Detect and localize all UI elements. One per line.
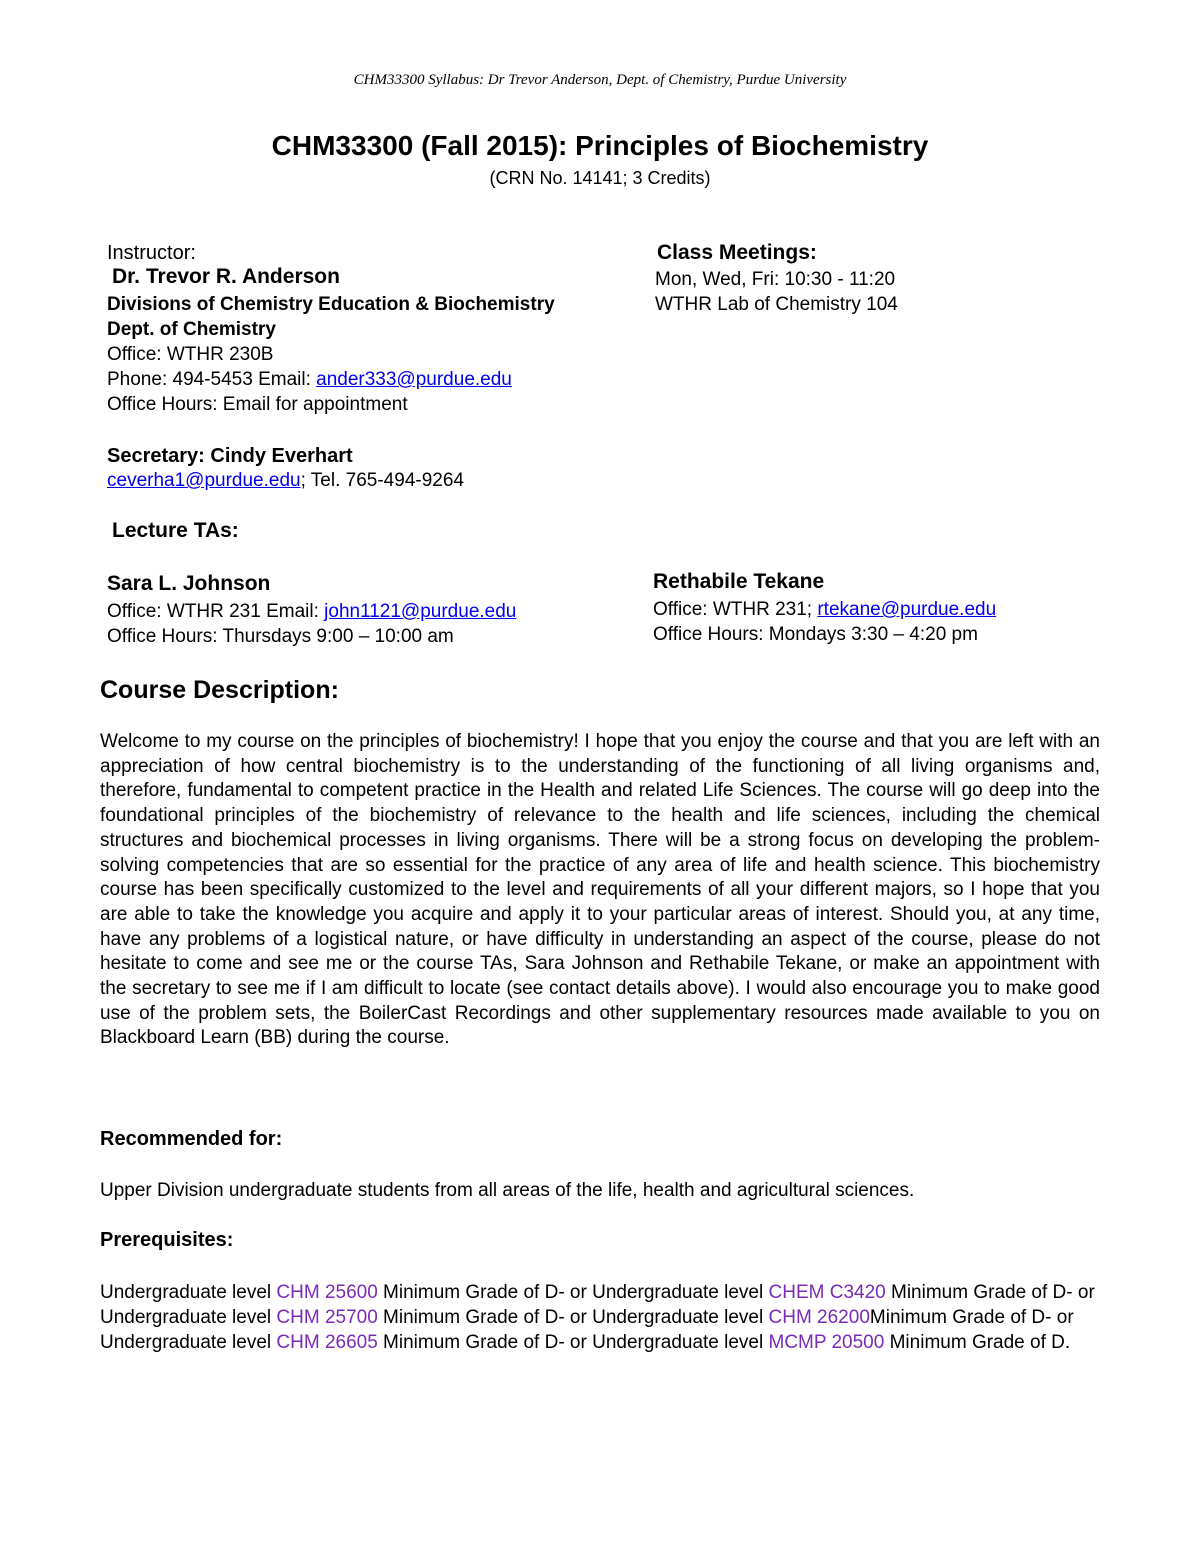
secretary-contact bbox=[107, 468, 464, 493]
prereq-course-chm26605[interactable]: CHM 26605 bbox=[276, 1332, 378, 1353]
running-header: CHM33300 Syllabus: Dr Trevor Anderson, Dept. of Chemistry, Purdue University bbox=[353, 72, 847, 88]
instructor-dept: Dept. of Chemistry bbox=[107, 319, 276, 340]
instructor-office: Office: WTHR 230B bbox=[107, 344, 274, 365]
ta2-office-text: Office: WTHR 231; bbox=[653, 599, 818, 620]
instructor-heading: Instructor: bbox=[107, 242, 196, 264]
ta1-office-text: Office: WTHR 231 Email: bbox=[107, 601, 325, 622]
document-title: CHM33300 (Fall 2015): Principles of Biochemistry bbox=[271, 130, 929, 161]
prereq-text-3: Minimum Grade of D- or Undergraduate level bbox=[100, 1282, 1095, 1328]
instructor-division: Divisions of Chemistry Education & Biochemistry bbox=[107, 294, 555, 315]
prereq-text-5: Minimum Grade of D- or Undergraduate level bbox=[100, 1307, 1074, 1353]
class-meetings-times: Mon, Wed, Fri: 10:30 - 11:20 bbox=[655, 269, 896, 290]
lecture-tas-heading: Lecture TAs: bbox=[112, 519, 239, 542]
secretary-email-link[interactable]: ceverha1@purdue.edu bbox=[107, 470, 301, 491]
ta2-name: Rethabile Tekane bbox=[653, 570, 825, 593]
document-subtitle: (CRN No. 14141; 3 Credits) bbox=[489, 168, 711, 188]
prereq-course-chm26200[interactable]: CHM 26200 bbox=[768, 1307, 870, 1328]
class-meetings-location: WTHR Lab of Chemistry 104 bbox=[655, 294, 898, 315]
ta2-hours: Office Hours: Mondays 3:30 – 4:20 pm bbox=[653, 624, 978, 645]
secretary-tel: ; Tel. 765-494-9264 bbox=[300, 470, 464, 491]
course-description-heading: Course Description: bbox=[100, 676, 339, 704]
prereq-course-chm25700[interactable]: CHM 25700 bbox=[276, 1307, 378, 1328]
prereq-course-mcmp20500[interactable]: MCMP 20500 bbox=[768, 1332, 885, 1353]
instructor-phone: Phone: 494-5453 Email: bbox=[107, 369, 317, 390]
prereq-course-chm25600[interactable]: CHM 25600 bbox=[276, 1282, 378, 1303]
prereq-text-1: Undergraduate level bbox=[100, 1282, 277, 1303]
recommended-heading: Recommended for: bbox=[100, 1128, 283, 1150]
prerequisites-heading: Prerequisites: bbox=[100, 1229, 234, 1251]
prereq-text-2: Minimum Grade of D- or Undergraduate level bbox=[377, 1282, 769, 1303]
secretary-heading: Secretary: bbox=[107, 445, 205, 467]
secretary-name: Cindy Everhart bbox=[204, 445, 353, 467]
recommended-text: Upper Division undergraduate students from all areas of the life, health and agricultural sciences. bbox=[100, 1180, 915, 1201]
ta1-email-link[interactable]: john1121@purdue.edu bbox=[324, 601, 517, 622]
instructor-hours: Office Hours: Email for appointment bbox=[107, 394, 408, 415]
course-description-text: Welcome to my course on the principles of biochemistry! I hope that you enjoy the course and that you are left with an appreciation of how central biochemistry is to the understanding of the functioning of all living organisms and, therefore, fundamental to competent practice in the Health and related Life Sciences. The course will go deep into the foundational principles of the biochemistry of relevance to the health and life sciences, including the chemical structures and biochemical processes in living organisms. There will be a strong focus on developing the problem-solving competencies that are so essential for the practice of any area of life and health science. This biochemistry course has been specifically customized to the level and requirements of all your different majors, so I hope that you are able to take the knowledge you acquire and apply it to your particular areas of interest. Should you, at any time, have any problems of a logistical nature, or have difficulty in understanding an aspect of the course, please do not hesitate to come and see me or the course TAs, Sara Johnson and Rethabile Tekane, or make an appointment with the secretary to see me if I am difficult to locate (see contact details above). I would also encourage you to make good use of the problem sets, the BoilerCast Recordings and other supplementary resources made available to you on Blackboard Learn (BB) during the course. bbox=[100, 731, 1100, 1049]
secretary-line bbox=[107, 444, 353, 469]
prereq-text-6: Minimum Grade of D- or Undergraduate level bbox=[377, 1332, 769, 1353]
instructor-contact bbox=[107, 367, 512, 392]
instructor-name: Dr. Trevor R. Anderson bbox=[112, 265, 340, 288]
ta2-email-link[interactable]: rtekane@purdue.edu bbox=[817, 599, 997, 620]
ta1-hours: Office Hours: Thursdays 9:00 – 10:00 am bbox=[107, 626, 454, 647]
prereq-text-7: Minimum Grade of D. bbox=[884, 1332, 1071, 1353]
class-meetings-heading: Class Meetings: bbox=[657, 241, 817, 264]
ta1-office bbox=[107, 599, 516, 624]
instructor-email-link[interactable]: ander333@purdue.edu bbox=[316, 369, 512, 390]
prereq-course-chemc3420[interactable]: CHEM C3420 bbox=[768, 1282, 886, 1303]
ta2-office bbox=[653, 597, 996, 622]
prereq-text-4: Minimum Grade of D- or Undergraduate level bbox=[377, 1307, 769, 1328]
prerequisites-text bbox=[100, 1280, 1100, 1355]
ta1-name: Sara L. Johnson bbox=[107, 572, 271, 595]
